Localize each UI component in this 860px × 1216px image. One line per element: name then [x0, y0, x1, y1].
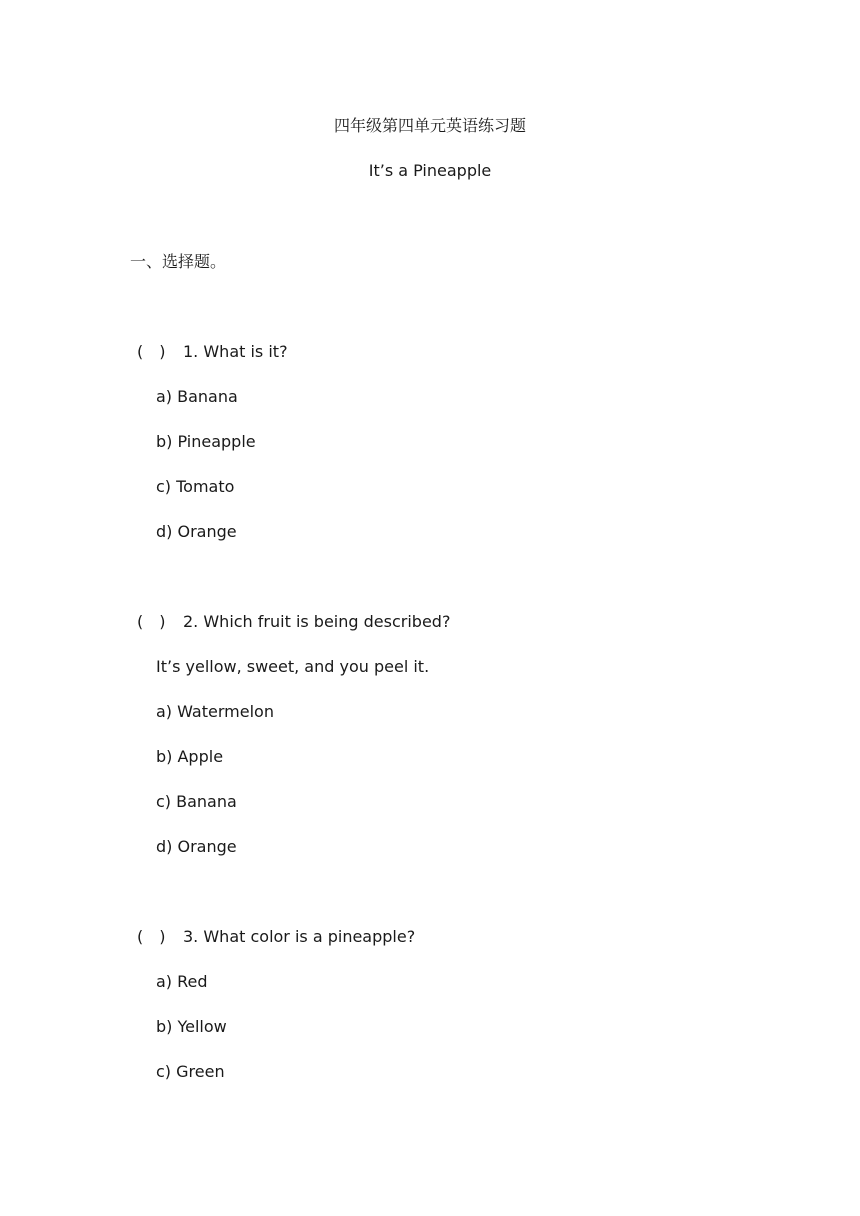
- option-1b: b) Pineapple: [156, 432, 256, 451]
- option-3b: b) Yellow: [156, 1017, 227, 1036]
- document-title: 四年级第四单元英语练习题: [333, 116, 526, 135]
- document-subtitle: It’s a Pineapple: [368, 161, 492, 180]
- answer-blank: ( ): [137, 927, 166, 946]
- answer-blank: ( ): [137, 612, 166, 631]
- question-prompt: 2. Which fruit is being described?: [183, 612, 451, 631]
- option-3c: c) Green: [156, 1062, 225, 1081]
- question-2: [137, 612, 450, 632]
- option-1d: d) Orange: [156, 522, 237, 541]
- option-2c: c) Banana: [156, 792, 237, 811]
- question-2-description: It’s yellow, sweet, and you peel it.: [156, 657, 430, 676]
- question-prompt: 1. What is it?: [183, 342, 288, 361]
- answer-blank: ( ): [137, 342, 166, 361]
- option-2b: b) Apple: [156, 747, 224, 766]
- option-1c: c) Tomato: [156, 477, 235, 496]
- option-2d: d) Orange: [156, 837, 237, 856]
- question-1: [137, 342, 288, 362]
- option-2a: a) Watermelon: [156, 702, 274, 721]
- question-prompt: 3. What color is a pineapple?: [183, 927, 416, 946]
- option-3a: a) Red: [156, 972, 208, 991]
- question-3: [137, 927, 415, 947]
- section-heading: 一、选择题。: [130, 252, 227, 271]
- option-1a: a) Banana: [156, 387, 238, 406]
